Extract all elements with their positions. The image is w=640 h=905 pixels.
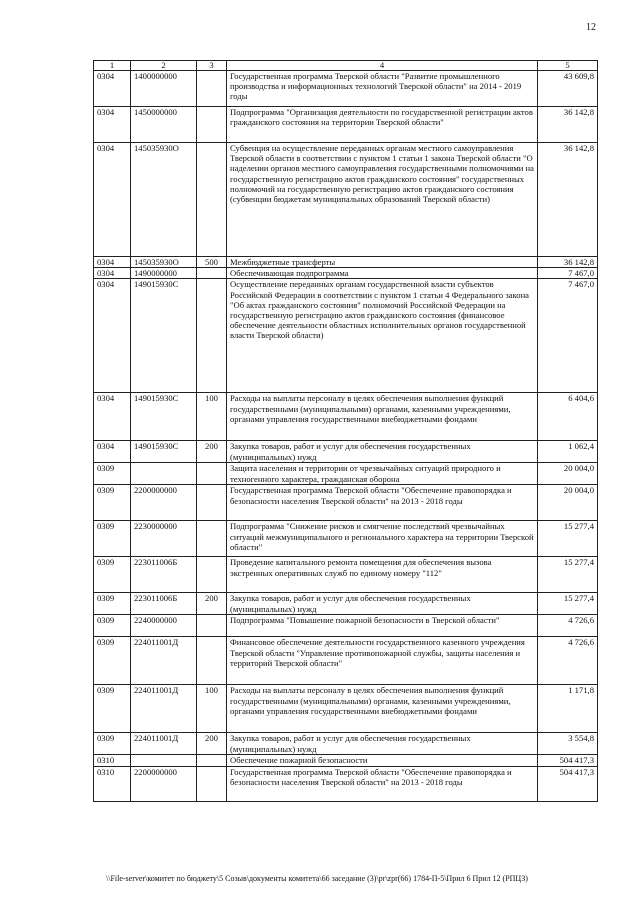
amount-cell: 15 277,4 [538, 593, 598, 615]
target-article-cell: 145035930О [131, 143, 197, 257]
target-article-cell [131, 463, 197, 485]
expense-type-cell [197, 268, 227, 279]
amount-cell: 20 004,0 [538, 463, 598, 485]
section-code-cell: 0304 [94, 107, 131, 143]
table-row [94, 71, 598, 107]
table-row [94, 766, 598, 801]
expense-type-cell [197, 485, 227, 521]
section-code-cell: 0304 [94, 441, 131, 463]
table-row [94, 733, 598, 755]
section-code-cell: 0310 [94, 766, 131, 801]
section-code-cell: 0304 [94, 71, 131, 107]
amount-cell: 504 417,3 [538, 755, 598, 766]
section-code-cell: 0304 [94, 143, 131, 257]
section-code-cell: 0309 [94, 733, 131, 755]
expense-type-cell [197, 463, 227, 485]
description-cell: Финансовое обеспечение деятельности государственного казенного учреждения Тверской области "Управление противопожарной службы, защиты населения и территорий Тверской области" [227, 637, 538, 685]
expense-type-cell [197, 755, 227, 766]
description-cell: Государственная программа Тверской области "Обеспечение правопорядка и безопасности населения Тверской области" на 2013 - 2018 годы [227, 485, 538, 521]
description-cell: Закупка товаров, работ и услуг для обеспечения государственных (муниципальных) нужд [227, 593, 538, 615]
amount-cell: 36 142,8 [538, 257, 598, 268]
target-article-cell: 2200000000 [131, 766, 197, 801]
section-code-cell: 0309 [94, 593, 131, 615]
section-code-cell: 0304 [94, 268, 131, 279]
target-article-cell: 1400000000 [131, 71, 197, 107]
expense-type-cell [197, 71, 227, 107]
target-article-cell: 2240000000 [131, 615, 197, 637]
amount-cell: 3 554,8 [538, 733, 598, 755]
budget-table [93, 60, 598, 802]
target-article-cell: 223011006Б [131, 593, 197, 615]
target-article-cell: 149015930С [131, 279, 197, 393]
amount-cell: 504 417,3 [538, 766, 598, 801]
expense-type-cell: 200 [197, 593, 227, 615]
target-article-cell: 224011001Д [131, 685, 197, 733]
target-article-cell: 223011006Б [131, 557, 197, 593]
column-header: 5 [538, 61, 598, 71]
amount-cell: 15 277,4 [538, 557, 598, 593]
amount-cell: 15 277,4 [538, 521, 598, 557]
amount-cell: 7 467,0 [538, 268, 598, 279]
target-article-cell: 149015930С [131, 393, 197, 441]
table-header-row [94, 61, 598, 71]
description-cell: Обеспечение пожарной безопасности [227, 755, 538, 766]
target-article-cell: 1490000000 [131, 268, 197, 279]
table-row [94, 485, 598, 521]
section-code-cell: 0309 [94, 615, 131, 637]
table-row [94, 268, 598, 279]
target-article-cell: 2200000000 [131, 485, 197, 521]
section-code-cell: 0304 [94, 279, 131, 393]
target-article-cell [131, 755, 197, 766]
description-cell: Подпрограмма "Повышение пожарной безопасности в Тверской области" [227, 615, 538, 637]
section-code-cell: 0304 [94, 393, 131, 441]
description-cell: Расходы на выплаты персоналу в целях обеспечения выполнения функций государственными (муниципальными) органами, казенными учреждениями, органами управления государственными внебюджетными фондами [227, 685, 538, 733]
section-code-cell: 0309 [94, 557, 131, 593]
description-cell: Подпрограмма "Снижение рисков и смягчение последствий чрезвычайных ситуаций межмуниципального и регионального характера на территории Тверской области" [227, 521, 538, 557]
expense-type-cell: 100 [197, 393, 227, 441]
table-row [94, 143, 598, 257]
amount-cell: 4 726,6 [538, 637, 598, 685]
section-code-cell: 0309 [94, 463, 131, 485]
expense-type-cell [197, 637, 227, 685]
file-path-footer: \\File-server\комитет по бюджету\5 Созыв\документы комитета\66 заседание (3)\pr\zpr(66) 1784-П-5\Прил 6 Прил 12 (РПЦЗ) [106, 874, 528, 883]
expense-type-cell [197, 521, 227, 557]
table-row [94, 521, 598, 557]
description-cell: Защита населения и территории от чрезвычайных ситуаций природного и техногенного характера, гражданская оборона [227, 463, 538, 485]
amount-cell: 43 609,8 [538, 71, 598, 107]
expense-type-cell: 200 [197, 441, 227, 463]
table-row [94, 615, 598, 637]
target-article-cell: 2230000000 [131, 521, 197, 557]
description-cell: Обеспечивающая подпрограмма [227, 268, 538, 279]
page-number: 12 [586, 22, 596, 33]
table-row [94, 685, 598, 733]
column-header: 4 [227, 61, 538, 71]
description-cell: Государственная программа Тверской области "Развитие промышленного производства и информационных технологий Тверской области" на 2014 - 2019 годы [227, 71, 538, 107]
section-code-cell: 0309 [94, 637, 131, 685]
expense-type-cell [197, 615, 227, 637]
section-code-cell: 0304 [94, 257, 131, 268]
description-cell: Подпрограмма "Организация деятельности по государственной регистрации актов гражданского состояния на территории Тверской области" [227, 107, 538, 143]
description-cell: Проведение капитального ремонта помещения для обеспечения вызова экстренных оперативных служб по единому номеру "112" [227, 557, 538, 593]
section-code-cell: 0309 [94, 685, 131, 733]
column-header: 3 [197, 61, 227, 71]
amount-cell: 1 171,8 [538, 685, 598, 733]
table-row [94, 441, 598, 463]
description-cell: Субвенция на осуществление переданных органам местного самоуправления Тверской области в соответствии с пунктом 1 статьи 1 закона Тверской области "О наделении органов местного самоуправления государственными полномочиями на государственную регистрацию актов гражданского состояния" государственных полномочий на государственную регистрацию актов гражданского состояния (субвенции бюджетам муниципальных образований Тверской области) [227, 143, 538, 257]
expense-type-cell: 200 [197, 733, 227, 755]
amount-cell: 36 142,8 [538, 143, 598, 257]
target-article-cell: 224011001Д [131, 733, 197, 755]
table-row [94, 637, 598, 685]
table-row [94, 463, 598, 485]
target-article-cell: 1450000000 [131, 107, 197, 143]
expense-type-cell [197, 766, 227, 801]
table-row [94, 279, 598, 393]
section-code-cell: 0310 [94, 755, 131, 766]
amount-cell: 36 142,8 [538, 107, 598, 143]
amount-cell: 7 467,0 [538, 279, 598, 393]
table-row [94, 257, 598, 268]
amount-cell: 1 062,4 [538, 441, 598, 463]
description-cell: Межбюджетные трансферты [227, 257, 538, 268]
expense-type-cell [197, 557, 227, 593]
expense-type-cell: 500 [197, 257, 227, 268]
expense-type-cell [197, 143, 227, 257]
expense-type-cell [197, 279, 227, 393]
description-cell: Осуществление переданных органам государственной власти субъектов Российской Федерации в соответствии с пунктом 1 статьи 4 Федерального закона "Об актах гражданского состояния" полномочий Российской Федерации на государственную регистрацию актов гражданского состояния (финансовое обеспечение деятельности областных исполнительных органов государственной власти Тверской области) [227, 279, 538, 393]
table-row [94, 393, 598, 441]
description-cell: Государственная программа Тверской области "Обеспечение правопорядка и безопасности населения Тверской области" на 2013 - 2018 годы [227, 766, 538, 801]
target-article-cell: 224011001Д [131, 637, 197, 685]
table-row [94, 755, 598, 766]
amount-cell: 4 726,6 [538, 615, 598, 637]
expense-type-cell: 100 [197, 685, 227, 733]
target-article-cell: 149015930С [131, 441, 197, 463]
target-article-cell: 145035930О [131, 257, 197, 268]
section-code-cell: 0309 [94, 485, 131, 521]
section-code-cell: 0309 [94, 521, 131, 557]
expense-type-cell [197, 107, 227, 143]
description-cell: Закупка товаров, работ и услуг для обеспечения государственных (муниципальных) нужд [227, 441, 538, 463]
column-header: 2 [131, 61, 197, 71]
table-row [94, 107, 598, 143]
description-cell: Расходы на выплаты персоналу в целях обеспечения выполнения функций государственными (муниципальными) органами, казенными учреждениями, органами управления государственными внебюджетными фондами [227, 393, 538, 441]
table-row [94, 557, 598, 593]
column-header: 1 [94, 61, 131, 71]
amount-cell: 6 404,6 [538, 393, 598, 441]
table-row [94, 593, 598, 615]
amount-cell: 20 004,0 [538, 485, 598, 521]
description-cell: Закупка товаров, работ и услуг для обеспечения государственных (муниципальных) нужд [227, 733, 538, 755]
